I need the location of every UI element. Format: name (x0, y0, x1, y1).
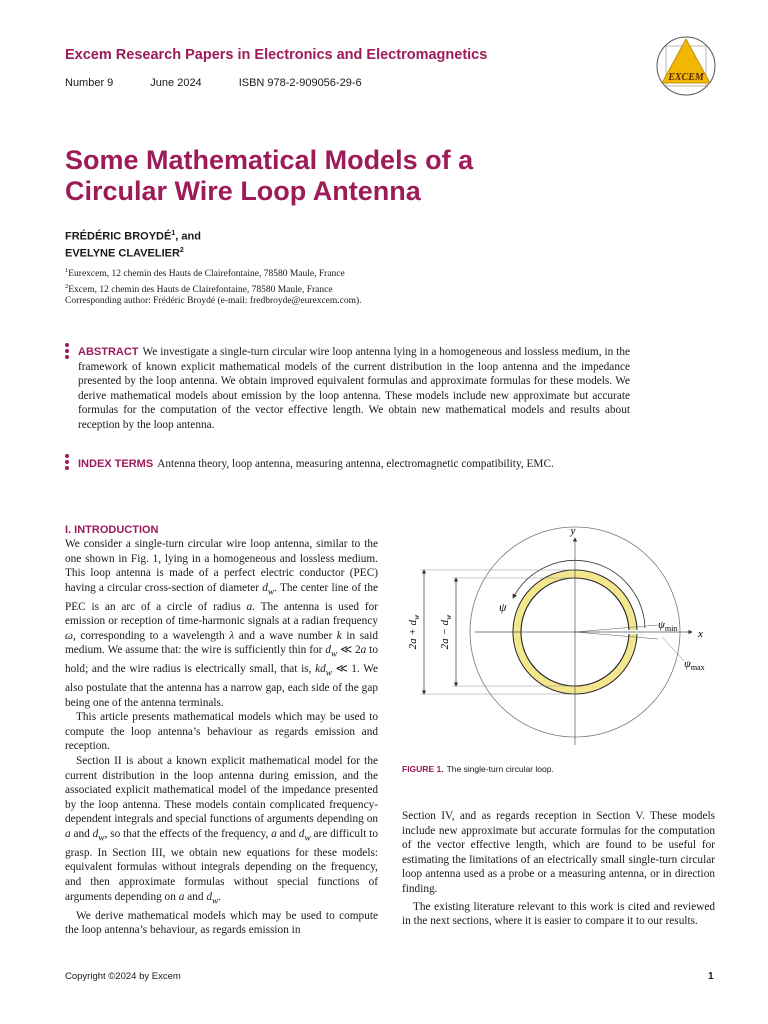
left-column (65, 523, 378, 938)
issue-meta (65, 77, 399, 89)
psi-max-label: $\psi_{max}$ (684, 658, 705, 672)
copyright-notice: Copyright ©2024 by Excem (65, 971, 181, 982)
figure-caption (402, 764, 554, 774)
intro-paragraph-6: The existing literature relevant to this work is cited and reviewed in the next sections, where it is easier to compare it to our results. (402, 900, 715, 928)
author-2-sup: 2 (179, 246, 184, 254)
psi-min-label: $\psi_{min}$ (658, 619, 678, 633)
affiliations (65, 265, 362, 308)
title-line-1: Some Mathematical Models of a (65, 145, 474, 175)
affiliation-2-sup: 2 (65, 282, 69, 290)
index-marker-icon (65, 454, 70, 472)
intro-paragraph-3: Section II is about a known explicit mathematical model for the current distribution in the loop antenna during emission, and the associated explicit mathematical model of the impedance presented by the loop antenna. These models contain complicated frequency-dependent integrals and special functions of arguments depending on a and $d_w$, so that the effects of the frequency, a and $d_w$ are difficult to grasp. In Section III, we obtain new equations for these models: equivalent formulas without integrals depending on the frequency, and then approximate formulas without special functions of arguments depending on a and $d_w$. (65, 755, 378, 906)
intro-paragraph-4: We derive mathematical models which may be used to compute the loop antenna’s behaviour, as regards emission in (65, 909, 378, 937)
index-terms (78, 457, 638, 472)
issue-number: Number 9 (65, 77, 114, 89)
abstract-marker-icon (65, 343, 70, 361)
intro-paragraph-2: This article presents mathematical models which may be used to compute the loop antenna’s behaviour as regards emission and reception. (65, 711, 378, 753)
psi-max-line (575, 632, 658, 639)
psi-max-pointer (662, 637, 684, 661)
logo-text: EXCEM (668, 72, 704, 83)
figure-label: FIGURE 1. (402, 764, 444, 774)
intro-paragraph-5: Section IV, and as regards reception in Section V. These models include new approximate but accurate formulas for the computation of the vector effective length, which are found to be useful for estimating the limitations of an electrically small single-turn circular loop antenna used as a probe or a measuring antenna, or in direction finding. (402, 810, 715, 895)
x-axis-label: x (698, 628, 703, 640)
affiliation-2: Excem, 12 chemin des Hauts de Clairefontaine, 78580 Maule, France (68, 284, 333, 295)
author-separator: , and (175, 230, 201, 243)
index-terms-label: INDEX TERMS (78, 458, 154, 470)
dim-outer-label: $2a + d_w$ (407, 614, 421, 650)
abstract-label: ABSTRACT (78, 346, 139, 358)
page-number: 1 (708, 971, 714, 982)
excem-logo (655, 35, 717, 97)
title-line-2: Circular Wire Loop Antenna (65, 176, 421, 206)
index-terms-text: Antenna theory, loop antenna, measuring antenna, electromagnetic compatibility, EMC. (157, 458, 554, 470)
section-heading: I. INTRODUCTION (65, 524, 159, 536)
paper-title (65, 145, 665, 207)
figure-loop-antenna (400, 520, 718, 760)
figure-caption-text: The single-turn circular loop. (446, 764, 554, 774)
intro-paragraph-1: We consider a single-turn circular wire loop antenna, similar to the one shown in Fig. 1, lying in a homogeneous and lossless medium. This loop antenna is made of a perfect electric conductor (PEC) having a circular cross-section of diameter $d_w$. The center line of the PEC is an arc of a circle of radius a. The antenna is used for emission or reception of time-harmonic signals at a radian frequency ω, corresponding to a wavelength λ and a wave number k in said medium. We assume that: the wire is sufficiently thin for $d_w$ ≪ 2a to hold; and the wire radius is electrically small, that is, $kd_w$ ≪ 1. We also postulate that the antenna has a narrow gap, each side of the gap being one of the antenna terminals. (65, 538, 378, 709)
author-1: FRÉDÉRIC BROYDÉ (65, 230, 172, 243)
author-2: EVELYNE CLAVELIER (65, 247, 180, 260)
psi-label: ψ (499, 600, 507, 614)
abstract-text: We investigate a single-turn circular wire loop antenna lying in a homogeneous and lossless medium, in the framework of known explicit mathematical models of the current distribution in the loop antenna and the impedance presented by the loop antenna. We obtain improved equivalent formulas and approximate formulas for these models. We derive mathematical models about emission by the loop antenna. These models include new approximate but accurate formulas for the computation of the vector effective length. We obtain new mathematical models and results about reception by the loop antenna. (78, 346, 630, 431)
author-list (65, 227, 201, 260)
dim-inner-label: $2a - d_w$ (439, 614, 453, 650)
author-1-sup: 1 (171, 230, 176, 237)
affiliation-1: Eurexcem, 12 chemin des Hauts de Clairefontaine, 78580 Maule, France (68, 269, 345, 280)
isbn: ISBN 978-2-909056-29-6 (238, 77, 362, 89)
right-column (402, 809, 715, 929)
abstract (78, 345, 630, 433)
psi-min-line (575, 625, 658, 632)
y-axis-label: y (570, 525, 576, 537)
journal-name: Excem Research Papers in Electronics and Electromagnetics (65, 47, 488, 63)
affiliation-1-sup: 1 (65, 267, 69, 274)
corresponding-author: Corresponding author: Frédéric Broydé (e-mail: fredbroyde@eurexcem.com). (65, 296, 362, 307)
issue-date: June 2024 (150, 77, 202, 89)
